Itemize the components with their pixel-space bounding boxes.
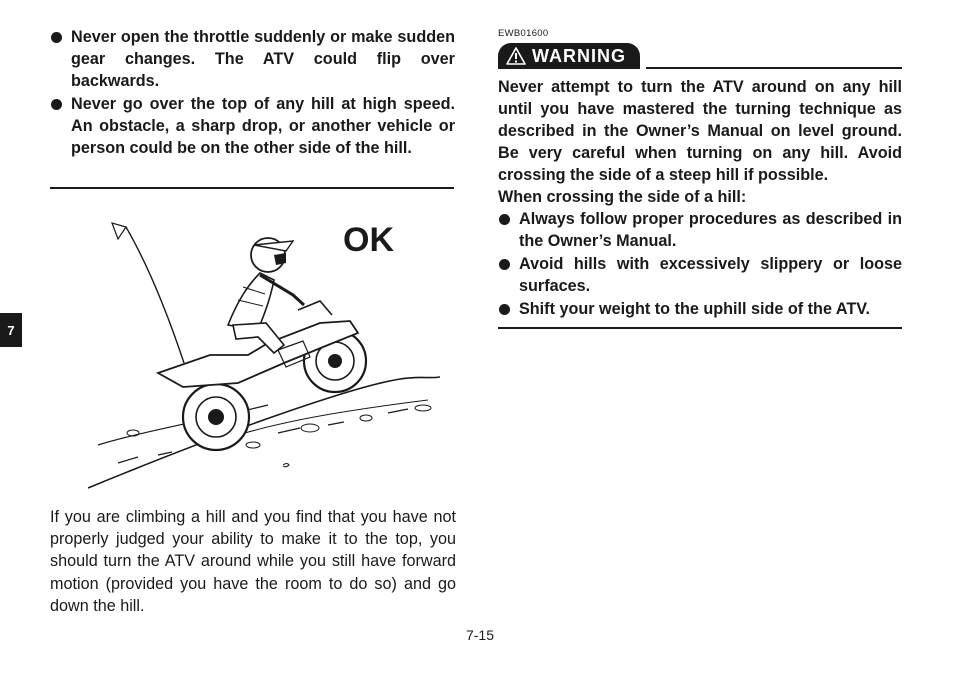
illustration-label: OK (343, 221, 394, 259)
list-item (498, 253, 902, 297)
section-divider (498, 327, 902, 329)
chapter-tab: 7 (0, 313, 22, 347)
bullet-icon (499, 259, 510, 270)
list-item (498, 298, 902, 320)
bullet-text: Never open the throttle suddenly or make sudden gear changes. The ATV could flip over backwards. (71, 28, 455, 90)
bullet-text: Never go over the top of any hill at high speed. An obstacle, a sharp drop, or another vehicle or person could be on the other side of the hill. (71, 95, 455, 157)
body-paragraph: If you are climbing a hill and you find that you have not properly judged your ability to make it to the top, you should turn the ATV around while you still have forward motion (provided you have the room to do so) and go down the hill. (50, 508, 456, 615)
list-item (50, 26, 455, 92)
left-column (50, 26, 455, 160)
bullet-icon (499, 304, 510, 315)
atv-climbing-hill-illustration (88, 205, 440, 490)
bullet-icon (51, 32, 62, 43)
bullet-text: Shift your weight to the uphill side of the ATV. (519, 300, 871, 318)
page-number: 7-15 (465, 627, 495, 643)
bullet-icon (51, 99, 62, 110)
warning-badge (498, 43, 640, 69)
list-item (498, 208, 902, 252)
right-column (498, 28, 902, 329)
bullet-text: Always follow proper procedures as described in the Owner’s Manual. (519, 210, 902, 250)
warning-triangle-icon (506, 47, 526, 65)
bullet-text: Avoid hills with excessively slippery or loose surfaces. (519, 255, 902, 295)
warning-sub-heading: When crossing the side of a hill: (498, 188, 747, 206)
left-bullet-list (50, 26, 455, 159)
right-bullet-list (498, 208, 902, 320)
list-item (50, 93, 455, 159)
warning-text: Never attempt to turn the ATV around on any hill until you have mastered the turning technique as described in the Owner’s Manual on level ground. Be very careful when turning on any hill. Avoid crossing the side of a steep hill if possible. (498, 78, 902, 184)
warning-rule (646, 67, 902, 69)
section-divider (50, 187, 454, 189)
bullet-icon (499, 214, 510, 225)
warning-label: WARNING (532, 45, 626, 66)
warning-header (498, 43, 902, 69)
warning-code: EWB01600 (498, 28, 549, 39)
